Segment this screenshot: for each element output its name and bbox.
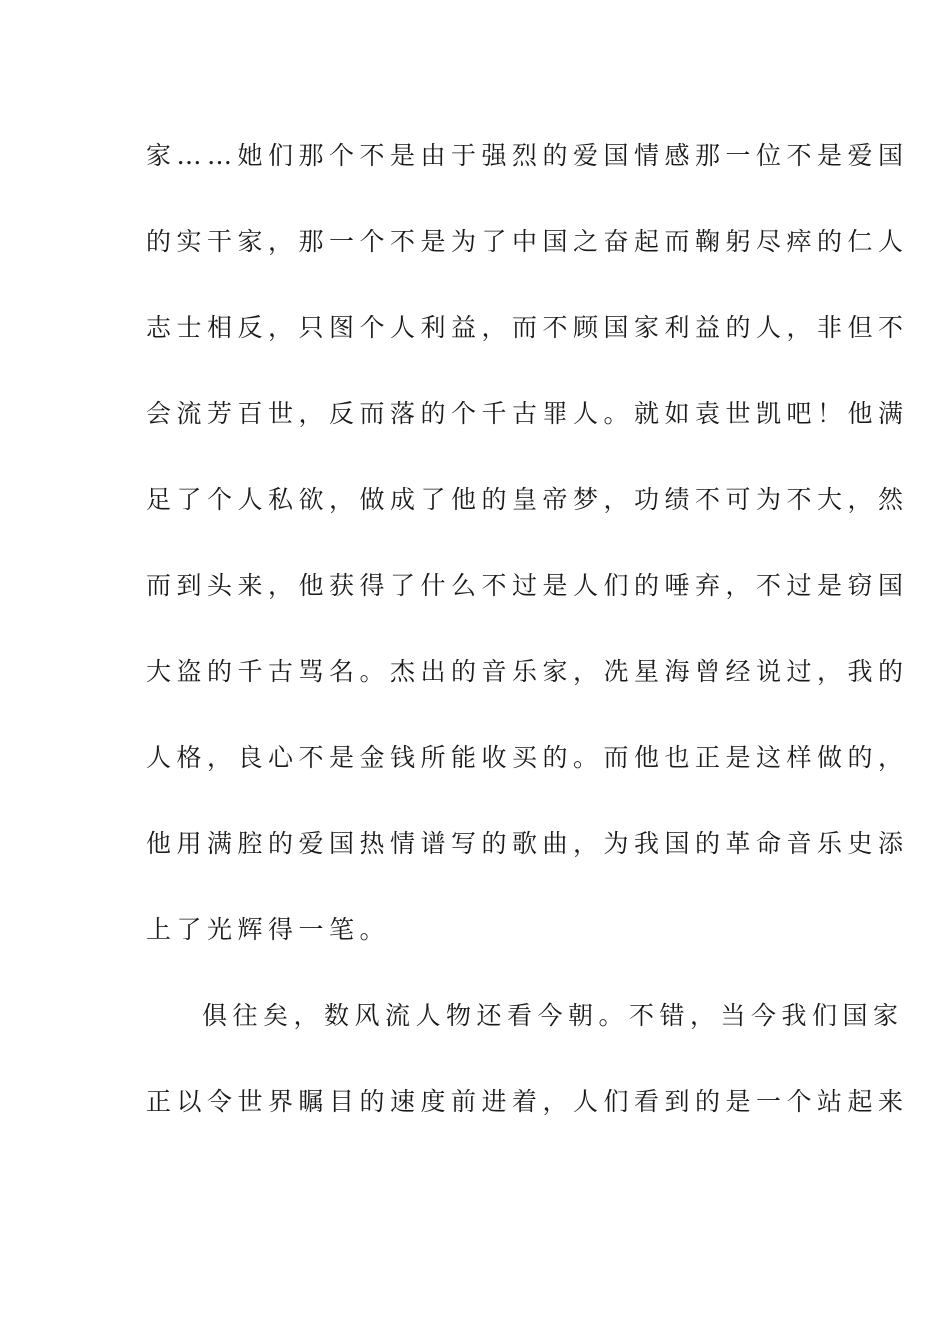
text-line: 的实干家，那一个不是为了中国之奋起而鞠躬尽瘁的仁人 [146, 227, 909, 256]
text-line: 大盗的千古骂名。杰出的音乐家，冼星海曾经说过，我的 [146, 657, 909, 686]
paragraph-first-line: 俱往矣，数风流人物还看今朝。不错，当今我们国家 [202, 1001, 904, 1030]
text-line: 人格，良心不是金钱所能收买的。而他也正是这样做的， [146, 743, 909, 772]
text-line: 会流芳百世，反而落的个千古罪人。就如袁世凯吧！他满 [146, 399, 909, 428]
text-line: 上了光辉得一笔。 [146, 915, 391, 944]
text-line: 他用满腔的爱国热情谱写的歌曲，为我国的革命音乐史添 [146, 829, 909, 858]
text-line: 而到头来，他获得了什么不过是人们的唾弃，不过是窃国 [146, 571, 909, 600]
text-line: 正以令世界瞩目的速度前进着，人们看到的是一个站起来 [146, 1087, 909, 1116]
text-line: 志士相反，只图个人利益，而不顾国家利益的人，非但不 [146, 313, 909, 342]
text-line: 家……她们那个不是由于强烈的爱国情感那一位不是爱国 [146, 141, 909, 170]
text-line: 足了个人私欲，做成了他的皇帝梦，功绩不可为不大，然 [146, 485, 909, 514]
